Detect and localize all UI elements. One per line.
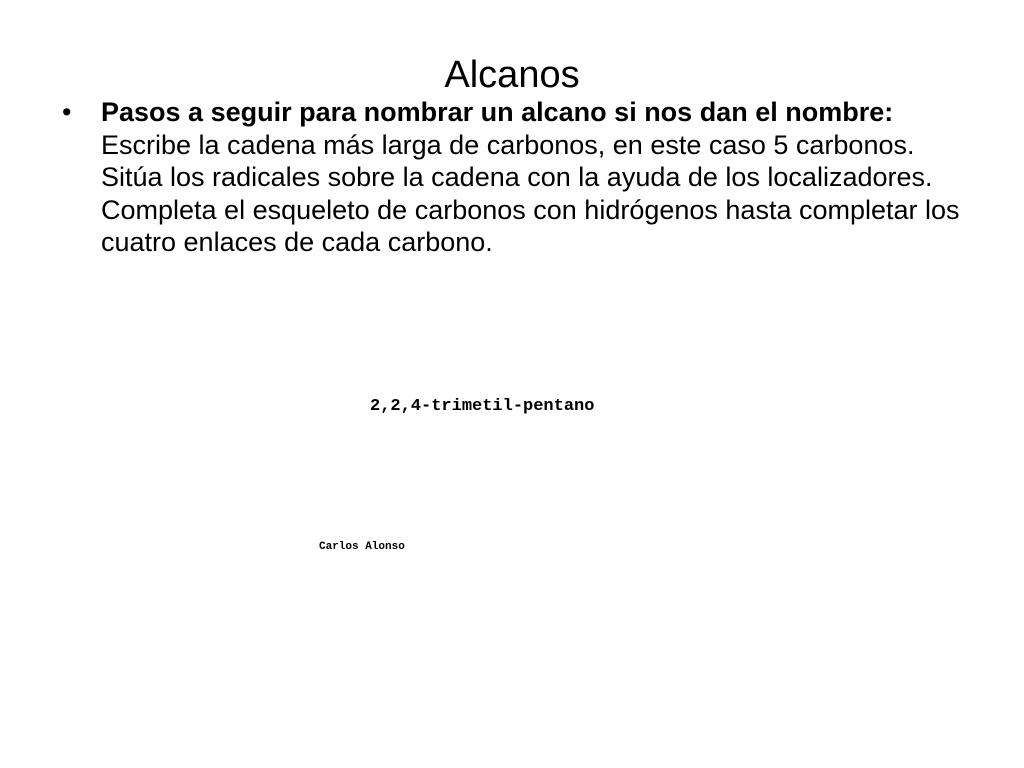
bullet-dot-icon: • <box>62 97 72 127</box>
bullet-item <box>62 96 962 259</box>
bullet-list <box>62 96 962 259</box>
compound-name-caption: 2,2,4-trimetil-pentano <box>370 397 595 416</box>
bullet-text: Escribe la cadena más larga de carbonos, en este caso 5 carbonos. Sitúa los radicales sobre la cadena con la ayuda de los localizadores. Completa el esqueleto de carbonos con hidrógenos hasta completar los cuatro enlaces de cada carbono. <box>101 129 960 257</box>
author-credit: Carlos Alonso <box>319 541 405 553</box>
slide-title: Alcanos <box>444 54 580 97</box>
bullet-bold-lead: Pasos a seguir para nombrar un alcano si nos dan el nombre: <box>101 97 894 127</box>
